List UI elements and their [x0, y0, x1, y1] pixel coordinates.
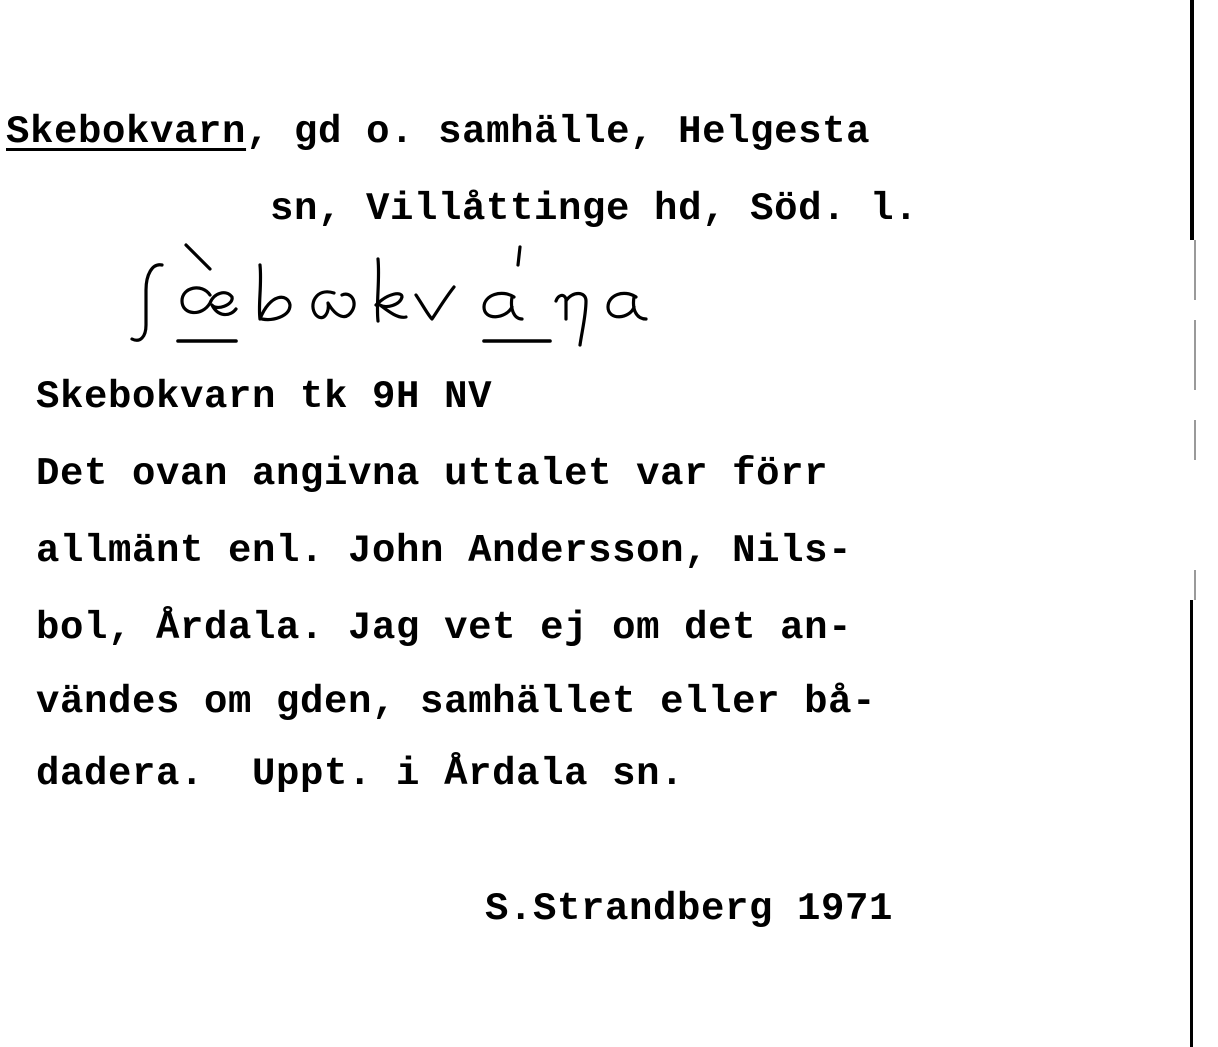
map-reference: Skebokvarn tk 9H NV: [36, 375, 493, 419]
card-edge-line: [1194, 420, 1196, 460]
headword: Skebokvarn: [6, 110, 247, 154]
heading-description: , gd o. samhälle, Helgesta: [246, 110, 871, 154]
body-line: allmänt enl. John Andersson, Nils-: [36, 529, 853, 573]
card-edge-line: [1190, 0, 1194, 240]
signature: S.Strandberg 1971: [485, 887, 894, 931]
body-line: vändes om gden, samhället eller bå-: [36, 680, 877, 724]
heading-line-2: sn, Villåttinge hd, Söd. l.: [270, 187, 919, 231]
card-edge-line: [1194, 570, 1196, 600]
body-line: dadera. Uppt. i Årdala sn.: [36, 752, 685, 796]
card-edge-line: [1194, 320, 1196, 390]
handwritten-pronunciation: [110, 235, 710, 355]
heading-line-1: [6, 110, 871, 154]
body-line: bol, Årdala. Jag vet ej om det an-: [36, 606, 853, 650]
card-edge-line: [1194, 240, 1196, 300]
card-edge-line: [1190, 600, 1193, 1047]
body-line: Det ovan angivna uttalet var förr: [36, 452, 829, 496]
